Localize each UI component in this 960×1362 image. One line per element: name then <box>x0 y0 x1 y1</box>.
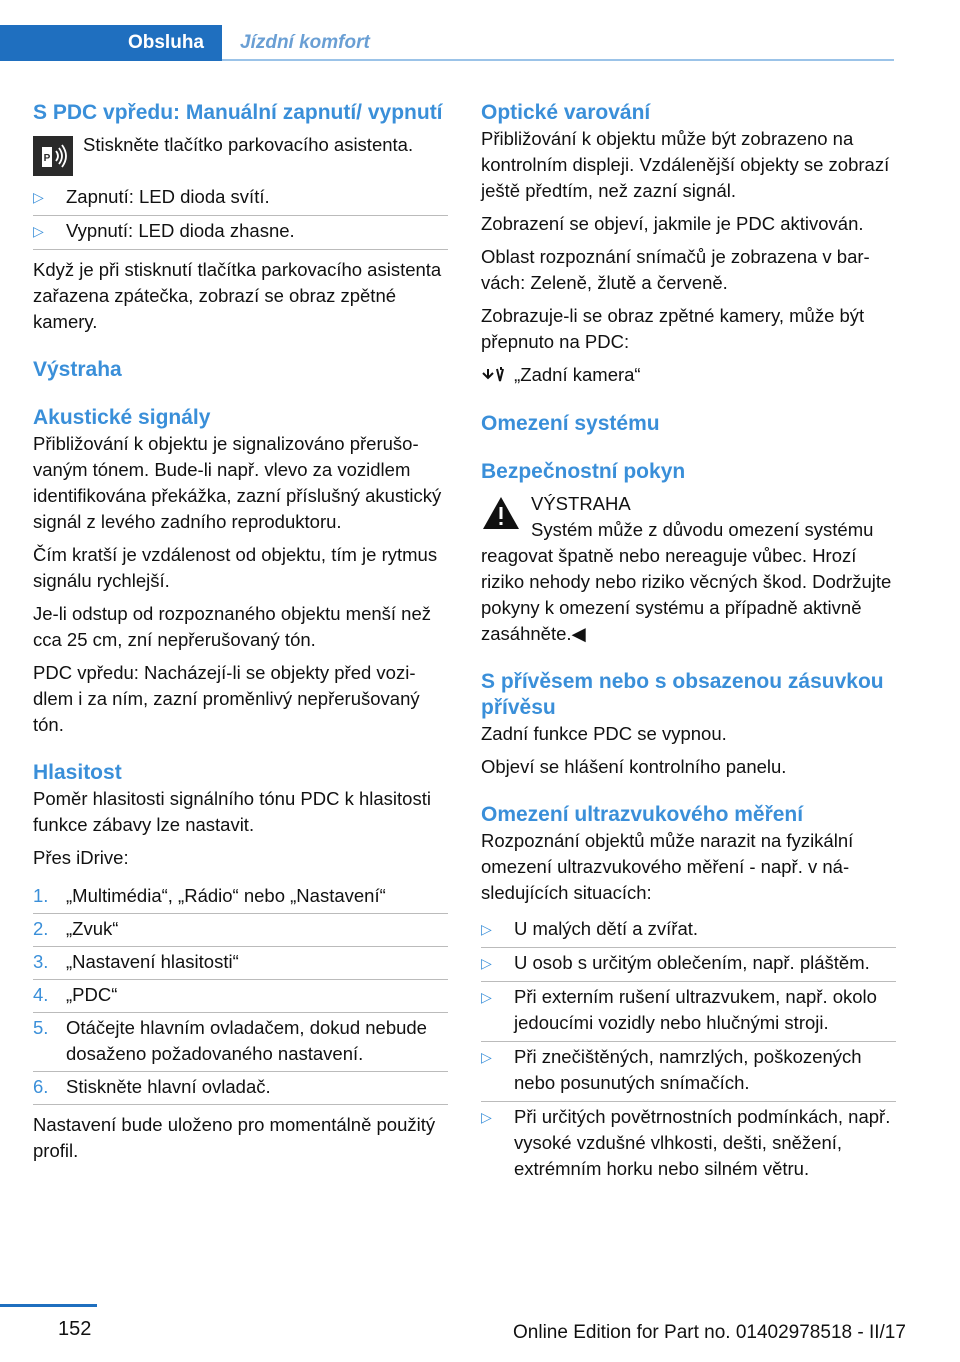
step-number: 6. <box>33 1076 49 1097</box>
list-item: ▷ Vypnutí: LED dioda zhasne. <box>33 216 448 250</box>
step-text: Stiskněte hlavní ovladač. <box>66 1076 271 1097</box>
acoustic-text-1: Přibližování k objektu je signalizováno přerušovaným tónem. Bude-li např. vlevo za vozidlem identifikována překážka, zazní příslušný akustický signál z levého zadního reproduktoru. <box>33 433 442 532</box>
footer-line <box>0 1304 97 1307</box>
camera-row <box>481 362 896 389</box>
edition-text: Online Edition for Part no. 01402978518 - II/17 <box>513 1322 906 1343</box>
camera-label: „Zadní kamera“ <box>514 364 641 385</box>
saved-text: Nastavení bude uloženo pro momentálně použitý profil. <box>33 1114 436 1161</box>
warning-block <box>481 491 896 647</box>
pdc-button-text: Stiskněte tlačítko parkovacího asistenta. <box>83 134 414 155</box>
tab-active-label: Obsluha <box>127 32 204 53</box>
step-text: Otáčejte hlavním ovladačem, dokud nebude dosaženo požadovaného nastavení. <box>66 1017 427 1064</box>
step-text: „Multimédia“, „Rádio“ nebo „Nastavení“ <box>66 885 386 906</box>
heading-acoustic: Akustické signály <box>33 406 211 429</box>
step-text: „PDC“ <box>66 984 118 1005</box>
acoustic-text-2: Čím kratší je vzdálenost od objektu, tím je rytmus signálu rychlejší. <box>33 544 438 591</box>
list-item: ▷ U osob s určitým oblečením, např. pláštěm. <box>481 948 896 982</box>
step-text: „Nastavení hlasitosti“ <box>66 951 239 972</box>
heading-safety: Bezpečnostní pokyn <box>481 460 686 484</box>
pdc-button-icon <box>33 136 73 176</box>
step-number: 5. <box>33 1017 49 1038</box>
tab-inactive-label: Jízdní komfort <box>240 32 370 53</box>
optic-text-3: Oblast rozpoznání snímačů je zobrazena v barvách: Zeleně, žlutě a červeně. <box>481 246 870 293</box>
svg-text:P: P <box>43 153 51 164</box>
heading-limits: Omezení systému <box>481 412 660 436</box>
optic-text-1: Přibližování k objektu může být zobrazeno na kontrolním displeji. Vzdálenější objekty se zobrazí ještě předtím, než zazní signál. <box>481 128 890 201</box>
step-number: 2. <box>33 918 49 939</box>
list-item <box>33 1072 448 1105</box>
heading-manual: S PDC vpředu: Manuální zapnutí/ vypnutí <box>33 101 443 124</box>
list-item: ▷ Při určitých povětrnostních podmínkách, např. vysoké vzdušné vlhkosti, dešti, sněžení, extrémním horku nebo silném větru. <box>481 1102 896 1187</box>
ultrasonic-list <box>481 914 896 1187</box>
list-item <box>33 1013 448 1072</box>
warning-title: VÝSTRAHA <box>531 493 631 515</box>
optic-text-4: Zobrazuje-li se obraz zpětné kamery, může být přepnuto na PDC: <box>481 305 865 352</box>
list-item <box>33 914 448 947</box>
trailer-text-2: Objeví se hlášení kontrolního panelu. <box>481 756 787 778</box>
led-list <box>33 182 448 250</box>
tab-obsluha[interactable] <box>0 25 222 61</box>
tab-jizdni-komfort[interactable] <box>222 25 370 61</box>
right-column <box>481 100 896 1187</box>
step-number: 1. <box>33 885 49 906</box>
acoustic-text-4: PDC vpředu: Nacházejí-li se objekty před vozidlem i za ním, zazní proměnlivý nepřerušovaný tón. <box>33 662 420 735</box>
step-number: 4. <box>33 984 49 1005</box>
list-item <box>33 980 448 1013</box>
page-number: 152 <box>58 1318 92 1340</box>
reverse-text: Když je při stisknutí tlačítka parkovacího asistenta zařazena zpátečka, zobrazí se obraz zpětné kamery. <box>33 259 442 332</box>
list-item: ▷ U malých dětí a zvířat. <box>481 914 896 948</box>
step-text: „Zvuk“ <box>66 918 119 939</box>
ultrasonic-text: Rozpoznání objektů může narazit na fyzikální omezení ultrazvukového měření - např. v následujících situacích: <box>481 830 854 904</box>
heading-trailer: S přívěsem nebo s obsazenou zásuvkou přívěsu <box>481 670 884 720</box>
left-column <box>33 100 448 1164</box>
volume-text-2: Přes iDrive: <box>33 847 129 868</box>
trailer-text-1: Zadní funkce PDC se vypnou. <box>481 723 727 745</box>
rear-camera-icon <box>481 363 509 389</box>
warning-text: Systém může z důvodu omezení systému reagovat špatně nebo nereaguje vůbec. Hrozí riziko nehody nebo riziko věcných škod. Dodržujte pokyny k omezení systému a případně aktivně zasáhněte.◀ <box>481 519 892 645</box>
acoustic-text-3: Je-li odstup od rozpoznaného objektu menší než cca 25 cm, zní nepřerušovaný tón. <box>33 603 432 650</box>
list-item: ▷ Při znečištěných, namrzlých, poškozených nebo posunutých snímačích. <box>481 1042 896 1102</box>
step-number: 3. <box>33 951 49 972</box>
volume-steps <box>33 881 448 1105</box>
list-item: ▷ Při externím rušení ultrazvukem, např. okolo jedoucími vozidly nebo hlučnými stroji. <box>481 982 896 1042</box>
heading-warning: Výstraha <box>33 358 122 381</box>
tab-underline <box>222 59 894 61</box>
list-item <box>33 881 448 914</box>
warning-triangle-icon <box>481 495 521 531</box>
list-item: ▷ Zapnutí: LED dioda svítí. <box>33 182 448 216</box>
volume-text-1: Poměr hlasitosti signálního tónu PDC k hlasitosti funkce zábavy lze nastavit. <box>33 788 431 835</box>
pdc-button-row <box>33 132 448 174</box>
heading-volume: Hlasitost <box>33 761 122 784</box>
heading-ultrasonic: Omezení ultrazvukového měření <box>481 803 804 827</box>
header-tabbar <box>0 25 894 61</box>
optic-text-2: Zobrazení se objeví, jakmile je PDC aktivován. <box>481 213 864 234</box>
heading-optic: Optické varování <box>481 101 651 124</box>
list-item <box>33 947 448 980</box>
